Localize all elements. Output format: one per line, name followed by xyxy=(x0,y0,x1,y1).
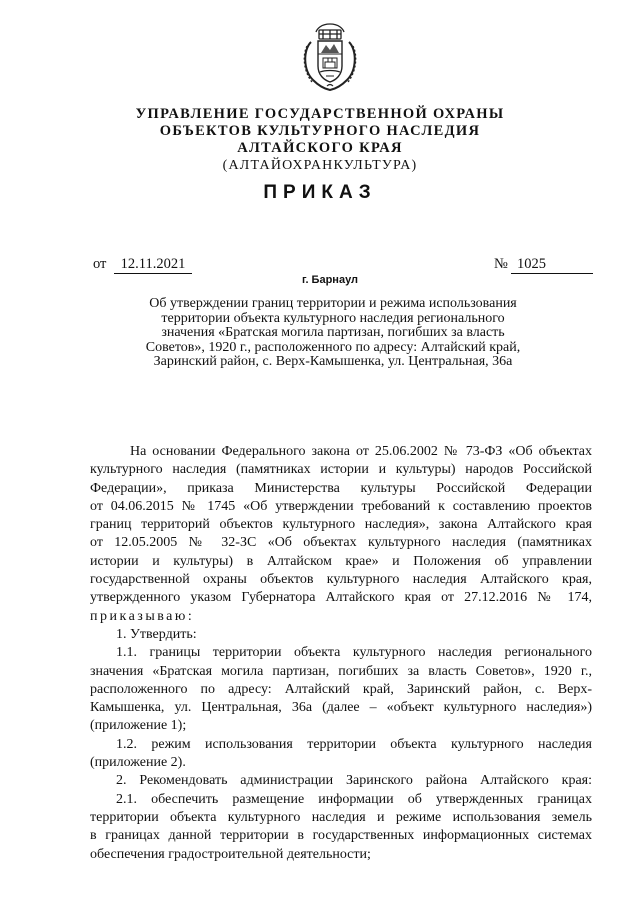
subject-line: Об утверждении границ территории и режима использования xyxy=(149,296,517,311)
body-line: Камышенка, ул. Центральная, 36а (далее – «объект культурного наследия») xyxy=(90,700,592,716)
subject-line: Советов», 1920 г., расположенного по адресу: Алтайский край, xyxy=(145,339,521,355)
body-line: 1.2. режим использования территории объекта культурного наследия xyxy=(116,736,592,752)
body-line: 2. Рекомендовать администрации Заринского района Алтайского края: xyxy=(116,773,592,789)
number-prefix: № xyxy=(494,256,508,272)
body-line: На основании Федерального закона от 25.06.2002 № 73-ФЗ «Об объектах xyxy=(130,444,592,459)
body-line: Федерации», приказа Министерства культуры Российской Федерации xyxy=(90,480,592,496)
body-line: от 04.06.2015 № 1745 «Об утверждении требований к составлению проектов xyxy=(90,498,592,514)
body-line: от 12.05.2005 № 32-ЗС «Об объектах культурного наследия (памятниках xyxy=(90,535,592,551)
body-line: в границах данной территории в государственных информационных системах xyxy=(90,828,592,844)
body-line: истории и культуры) в Алтайском крае» и Положения об управлении xyxy=(90,553,592,569)
subject-line: территории объекта культурного наследия регионального xyxy=(161,310,505,326)
body-line: 1.1. границы территории объекта культурного наследия регионального xyxy=(116,645,592,661)
org-name-line-3: АЛТАЙСКОГО КРАЯ xyxy=(237,140,403,156)
body-line: 1. Утвердить: xyxy=(116,626,197,642)
subject-line: значения «Братская могила партизан, погибших за власть xyxy=(161,325,505,340)
org-name-line-1: УПРАВЛЕНИЕ ГОСУДАРСТВЕННОЙ ОХРАНЫ xyxy=(135,106,505,122)
body-line: утвержденного указом Губернатора Алтайского края от 27.12.2016 № 174, xyxy=(90,590,592,606)
org-short-name: (АЛТАЙОХРАНКУЛЬТУРА) xyxy=(222,158,418,173)
body-line: (приложение 1); xyxy=(90,718,187,734)
subject-line: Заринский район, с. Верх-Камышенка, ул. Центральная, 36а xyxy=(153,354,513,369)
document-body xyxy=(90,443,592,864)
document-date: 12.11.2021 xyxy=(114,256,192,274)
document-subject xyxy=(118,297,548,370)
body-line: государственной охраны объектов культурного наследия Алтайского края, xyxy=(90,572,592,588)
body-line: территории объекта культурного наследия и режиме использования земель xyxy=(90,809,592,825)
body-line: культурного наследия (памятниках истории и культуры) народов Российской xyxy=(90,462,592,478)
body-line: обеспечения градостроительной деятельности; xyxy=(90,846,371,862)
city-name: г. Барнаул xyxy=(301,274,359,286)
body-line: значения «Братская могила партизан, погибших за власть Советов», 1920 г., xyxy=(90,663,592,679)
date-prefix: от xyxy=(93,256,107,272)
document-type-title: ПРИКАЗ xyxy=(263,182,377,203)
body-line-order-verb: приказываю: xyxy=(90,608,195,624)
coat-of-arms-emblem xyxy=(299,20,361,94)
org-name-line-2: ОБЪЕКТОВ КУЛЬТУРНОГО НАСЛЕДИЯ xyxy=(159,123,481,139)
body-line: расположенного по адресу: Алтайский край, Заринский район, с. Верх- xyxy=(90,681,592,697)
document-number: 1025 xyxy=(511,256,593,274)
body-line: (приложение 2). xyxy=(90,755,186,771)
body-line: границ территорий объектов культурного наследия», закона Алтайского края xyxy=(90,517,592,533)
body-line: 2.1. обеспечить размещение информации об утвержденных границах xyxy=(116,791,592,807)
